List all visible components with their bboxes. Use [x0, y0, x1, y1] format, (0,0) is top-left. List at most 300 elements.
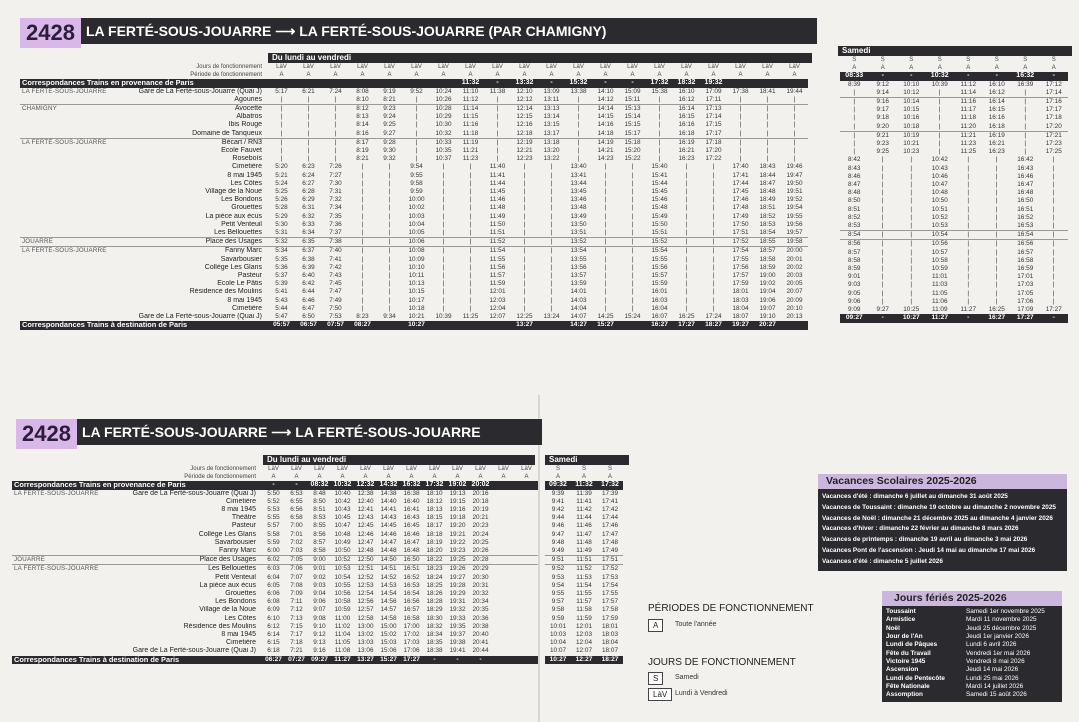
- time-cell: 8:57: [848, 248, 861, 256]
- time-cell: 5:28: [275, 204, 288, 212]
- time-cell: 17:17: [705, 129, 722, 137]
- time-cell: |: [496, 129, 499, 137]
- time-cell: 10:12: [903, 88, 920, 96]
- time-cell: 14:58: [380, 614, 397, 622]
- time-cell: |: [523, 229, 526, 237]
- stop-row: [20, 172, 808, 180]
- time-cell: |: [469, 188, 472, 196]
- time-cell: 6:06: [267, 590, 280, 598]
- time-cell: |: [897, 240, 926, 249]
- stop-name: 8 mai 1945: [221, 631, 256, 639]
- time-cell: [515, 556, 538, 565]
- stop-commune: [20, 147, 130, 155]
- time-cell: |: [995, 222, 998, 230]
- time-cell: A: [684, 72, 689, 79]
- time-cell: 16:18: [988, 122, 1005, 130]
- time-cell: |: [673, 247, 700, 256]
- time-cell: |: [793, 155, 796, 163]
- time-cell: 19:37: [449, 631, 466, 639]
- time-cell: [781, 321, 808, 329]
- time-cell: |: [631, 280, 634, 288]
- time-cell: 18:34: [426, 631, 443, 639]
- time-cell: [430, 79, 457, 87]
- time-cell: 19:41: [449, 647, 466, 655]
- feries-row: [886, 675, 1058, 683]
- time-cell: 11:32: [571, 481, 597, 489]
- time-cell: 19:20: [449, 522, 466, 530]
- time-cell: 9:20: [876, 122, 889, 130]
- time-cell: [492, 623, 515, 631]
- stop-commune: [20, 172, 130, 180]
- stop-name: Gare de La Ferté-sous-Jouarre (Quai J): [138, 87, 262, 95]
- time-cell: 15:50: [651, 220, 668, 228]
- time-cell: 11:16: [954, 98, 983, 107]
- time-cell: 12:01: [489, 288, 506, 296]
- feries-name: Victoire 1945: [886, 658, 926, 666]
- time-cell: 15:09: [624, 87, 641, 95]
- time-cell: 13:59: [570, 280, 587, 288]
- time-cell: |: [910, 189, 913, 197]
- time-cell: 8:58: [313, 547, 326, 555]
- time-cell: 9:25: [383, 121, 396, 129]
- stop-row: [12, 639, 538, 647]
- time-cell: 20:09: [786, 296, 803, 304]
- stop-commune: [20, 113, 130, 121]
- time-cell: |: [967, 164, 970, 172]
- stop-row: [12, 531, 538, 539]
- time-cell: 18:15: [426, 514, 443, 522]
- time-cell: |: [442, 171, 445, 179]
- time-cell: LàV: [681, 64, 692, 70]
- time-cell: |: [983, 231, 1012, 240]
- time-cell: |: [334, 121, 337, 129]
- time-cell: 9:27: [383, 129, 396, 137]
- stop-commune: [12, 547, 122, 556]
- time-cell: 15:49: [651, 212, 668, 220]
- time-cell: 16:03: [651, 296, 668, 304]
- time-cell: 17:23: [1045, 140, 1062, 148]
- stop-row: [20, 247, 808, 256]
- time-cell: LàV: [384, 64, 395, 70]
- stop-commune: [12, 531, 122, 539]
- time-cell: |: [550, 204, 553, 212]
- time-cell: |: [658, 95, 661, 103]
- time-cell: 17:11: [705, 95, 722, 103]
- time-cell: |: [523, 196, 526, 204]
- time-cell: 5:17: [275, 87, 288, 95]
- time-cell: 11:45: [489, 188, 506, 196]
- stop-commune: [12, 506, 122, 514]
- corr-out-row-commune: Correspondances Trains à destination de Paris: [12, 656, 262, 664]
- time-cell: 13:20: [543, 147, 560, 155]
- time-cell: A: [607, 474, 612, 481]
- time-cell: 18:54: [759, 229, 776, 237]
- time-cell: |: [938, 88, 941, 96]
- time-cell: |: [280, 147, 283, 155]
- corr-out-row: [12, 656, 538, 664]
- time-cell: 17:32: [646, 79, 673, 87]
- time-cell: 19:25: [446, 556, 469, 565]
- time-cell: |: [1052, 189, 1055, 197]
- time-cell: |: [853, 106, 856, 114]
- time-cell: 16:14: [983, 98, 1012, 107]
- stop-row: [12, 490, 538, 498]
- time-cell: 7:00: [290, 522, 303, 530]
- time-cell: |: [523, 212, 526, 220]
- time-cell: 11:20: [960, 122, 977, 130]
- time-cell: |: [1052, 213, 1055, 221]
- stop-name: Cimetière: [232, 304, 262, 312]
- time-cell: 10:43: [334, 506, 351, 514]
- time-cell: |: [604, 179, 607, 187]
- time-cell: 13:45: [570, 188, 587, 196]
- time-cell: 12:07: [576, 647, 592, 655]
- stop-commune: [12, 522, 122, 530]
- time-cell: 20:07: [786, 288, 803, 296]
- time-cell: 9:06: [313, 598, 326, 606]
- time-cell: 11:44: [489, 179, 506, 187]
- time-cell: |: [550, 179, 553, 187]
- time-cell: 7:11: [290, 598, 303, 606]
- time-cell: 9:52: [410, 87, 423, 95]
- time-cell: |: [910, 213, 913, 221]
- time-cell: [515, 574, 538, 582]
- time-cell: 19:33: [449, 614, 466, 622]
- time-cell: |: [523, 255, 526, 263]
- time-cell: 11:47: [576, 530, 592, 538]
- time-cell: [515, 522, 538, 530]
- time-cell: 7:18: [290, 639, 303, 647]
- time-cell: [492, 547, 515, 556]
- time-cell: 19:06: [759, 296, 776, 304]
- time-cell: 20:21: [472, 514, 489, 522]
- time-cell: 17:42: [602, 506, 618, 514]
- vacances-line: Vacances de Noël : dimanche 21 décembre 2025 au dimanche 4 janvier 2026: [822, 514, 1053, 522]
- time-cell: 19:35: [449, 622, 466, 630]
- time-cell: 14:54: [380, 590, 397, 598]
- time-cell: |: [550, 229, 553, 237]
- time-cell: 6:21: [302, 87, 315, 95]
- time-cell: LàV: [475, 466, 486, 472]
- time-cell: |: [881, 205, 884, 213]
- stop-row: [12, 615, 538, 623]
- stop-row: [20, 238, 808, 247]
- time-cell: |: [995, 156, 998, 164]
- time-cell: 18:44: [759, 171, 776, 179]
- time-cell: |: [881, 197, 884, 205]
- time-cell: 9:07: [313, 606, 326, 614]
- time-cell: |: [739, 113, 742, 121]
- sa-stop-row: [545, 498, 623, 506]
- sa-stop-row: [840, 173, 1068, 181]
- time-cell: |: [496, 113, 499, 121]
- time-cell: 6:46: [302, 296, 315, 304]
- stop-row: [20, 264, 808, 272]
- time-cell: 11:27: [926, 314, 955, 322]
- sa-stop-row: [840, 148, 1068, 156]
- stop-row: [20, 313, 808, 321]
- stop-commune: [20, 155, 130, 163]
- time-cell: 17:18: [1045, 114, 1062, 122]
- time-cell: 9:10: [313, 622, 326, 630]
- time-cell: S: [1051, 57, 1056, 63]
- time-cell: 13:41: [570, 171, 587, 179]
- day-text-s: Samedi: [675, 674, 699, 681]
- time-cell: 10:04: [550, 639, 566, 647]
- time-cell: |: [307, 113, 310, 121]
- sa-stop-row: [840, 181, 1068, 189]
- time-cell: |: [442, 212, 445, 220]
- time-cell: 6:37: [295, 247, 322, 256]
- time-cell: A: [522, 72, 527, 79]
- time-cell: A: [409, 474, 414, 481]
- time-cell: |: [523, 296, 526, 304]
- time-cell: |: [442, 220, 445, 228]
- time-cell: 18:18: [426, 530, 443, 538]
- time-cell: |: [442, 296, 445, 304]
- stop-commune: JOUARRE: [12, 556, 122, 565]
- time-cell: |: [268, 105, 295, 114]
- time-cell: 15:17: [624, 129, 641, 137]
- time-cell: 16:21: [988, 140, 1005, 148]
- time-cell: |: [853, 148, 856, 156]
- time-cell: |: [415, 129, 418, 137]
- time-cell: 9:57: [551, 598, 565, 606]
- stop-name: La pièce aux écus: [199, 581, 256, 589]
- time-cell: |: [550, 304, 553, 312]
- time-cell: |: [1052, 281, 1055, 289]
- time-cell: 19:32: [449, 606, 466, 614]
- stop-row: [20, 105, 808, 114]
- time-cell: 17:48: [732, 204, 749, 212]
- feries-name: Ascension: [886, 666, 919, 674]
- time-cell: A: [711, 72, 716, 79]
- time-cell: -: [423, 656, 446, 664]
- time-cell: 17:05: [1017, 289, 1034, 297]
- time-cell: 10:25: [903, 306, 920, 314]
- time-cell: 16:19: [673, 138, 700, 147]
- vacances-line: Vacances d'été : dimanche 6 juillet au dimanche 31 août 2025: [822, 493, 1008, 500]
- time-cell: 16:46: [403, 530, 420, 538]
- time-cell: 8:56: [313, 530, 326, 538]
- time-cell: LàV: [521, 466, 532, 472]
- sa-stop-row: [545, 598, 623, 606]
- time-cell: |: [712, 272, 715, 280]
- time-cell: A: [880, 65, 885, 72]
- time-cell: 17:46: [602, 522, 618, 530]
- stop-commune: LA FERTÉ-SOUS-JOUARRE: [20, 138, 130, 147]
- time-cell: 9:13: [313, 639, 326, 647]
- sa-corr-out-row: [545, 656, 623, 664]
- time-cell: 12:04: [489, 304, 506, 312]
- time-cell: |: [631, 171, 634, 179]
- time-cell: 12:50: [354, 556, 377, 565]
- time-cell: 10:42: [334, 497, 351, 505]
- time-cell: 16:16: [988, 114, 1005, 122]
- time-cell: 10:52: [931, 213, 948, 221]
- time-cell: |: [910, 265, 913, 273]
- time-cell: 11:06: [931, 297, 948, 305]
- time-cell: 14:21: [597, 147, 614, 155]
- time-cell: |: [712, 288, 715, 296]
- time-cell: 20:00: [781, 247, 808, 256]
- time-cell: |: [538, 238, 565, 247]
- stop-commune: [20, 196, 130, 204]
- time-cell: |: [577, 129, 580, 137]
- time-cell: 18:13: [426, 506, 443, 514]
- time-cell: |: [604, 171, 607, 179]
- time-cell: |: [739, 129, 742, 137]
- time-cell: |: [658, 129, 661, 137]
- time-cell: 8:47: [848, 181, 861, 189]
- time-cell: 11:57: [576, 598, 592, 606]
- time-cell: 14:50: [377, 556, 400, 565]
- time-cell: 17:32: [597, 481, 623, 489]
- time-cell: |: [592, 238, 619, 247]
- stop-row: [20, 196, 808, 204]
- time-cell: 7:30: [329, 179, 342, 187]
- time-cell: |: [685, 163, 688, 171]
- time-cell: 12:10: [516, 87, 533, 95]
- time-cell: 17:57: [602, 598, 618, 606]
- time-cell: |: [853, 122, 856, 130]
- time-cell: 17:18: [700, 138, 727, 147]
- stop-commune: [20, 96, 130, 105]
- time-cell: |: [550, 188, 553, 196]
- time-cell: 15:02: [380, 631, 397, 639]
- time-cell: 16:46: [1017, 172, 1034, 180]
- time-cell: 9:18: [876, 114, 889, 122]
- time-cell: [515, 639, 538, 647]
- feries-row: [886, 616, 1058, 624]
- time-cell: 16:52: [403, 573, 420, 581]
- time-cell: [538, 321, 565, 329]
- time-cell: |: [754, 105, 781, 114]
- time-cell: LàV: [330, 64, 341, 70]
- time-cell: 17:17: [1045, 106, 1062, 114]
- time-cell: 14:03: [570, 296, 587, 304]
- time-cell: S: [880, 57, 885, 63]
- stop-row: [20, 88, 808, 96]
- time-cell: 10:47: [334, 522, 351, 530]
- time-cell: |: [995, 281, 998, 289]
- time-cell: 8:19: [356, 147, 369, 155]
- time-cell: |: [685, 296, 688, 304]
- time-cell: 11:18: [960, 114, 977, 122]
- time-cell: A: [501, 474, 506, 481]
- time-cell: 12:45: [357, 522, 374, 530]
- time-cell: 6:02: [262, 556, 285, 565]
- time-cell: 17:56: [732, 263, 749, 271]
- time-cell: 8:48: [848, 189, 861, 197]
- time-cell: 16:43: [403, 514, 420, 522]
- time-cell: 11:23: [462, 155, 479, 163]
- time-cell: [295, 79, 322, 87]
- time-cell: 11:59: [576, 614, 592, 622]
- time-cell: 13:14: [543, 113, 560, 121]
- time-cell: 17:52: [597, 565, 623, 574]
- sa-stop-row: [545, 582, 623, 590]
- time-cell: 10:28: [430, 105, 457, 114]
- feries-name: Noël: [886, 624, 900, 632]
- time-cell: 11:08: [334, 647, 351, 655]
- time-cell: |: [631, 304, 634, 312]
- time-cell: |: [712, 212, 715, 220]
- time-cell: 8:51: [848, 205, 861, 213]
- time-cell: 19:18: [449, 514, 466, 522]
- sa-stop-row: [545, 531, 623, 539]
- time-cell: -: [954, 72, 983, 80]
- stop-name: Pasteur: [231, 522, 256, 530]
- time-cell: |: [631, 272, 634, 280]
- time-cell: 19:07: [759, 304, 776, 312]
- time-cell: 11:03: [931, 281, 948, 289]
- stop-row: [12, 574, 538, 582]
- time-cell: 20:13: [786, 313, 803, 321]
- time-cell: 14:56: [380, 598, 397, 606]
- time-cell: -: [285, 481, 308, 489]
- time-cell: |: [646, 105, 673, 114]
- time-cell: 13:03: [357, 639, 374, 647]
- time-cell: 10:37: [435, 155, 452, 163]
- time-cell: |: [631, 179, 634, 187]
- time-cell: A: [852, 65, 857, 72]
- time-cell: |: [604, 212, 607, 220]
- time-cell: 6:33: [302, 220, 315, 228]
- time-cell: 18:22: [423, 556, 446, 565]
- stop-row: [20, 163, 808, 171]
- time-cell: |: [967, 248, 970, 256]
- time-cell: |: [881, 297, 884, 305]
- time-cell: [515, 506, 538, 514]
- time-cell: |: [793, 113, 796, 121]
- time-cell: 19:38: [449, 639, 466, 647]
- time-cell: 17:38: [732, 87, 749, 95]
- time-cell: 8:56: [840, 240, 869, 249]
- time-cell: 16:58: [403, 614, 420, 622]
- time-cell: |: [430, 238, 457, 247]
- time-cell: 19:46: [786, 163, 803, 171]
- time-cell: |: [604, 220, 607, 228]
- time-cell: 13:06: [357, 647, 374, 655]
- time-cell: 11:48: [576, 538, 592, 546]
- time-cell: 11:14: [457, 105, 484, 114]
- time-cell: 8:48: [313, 489, 326, 497]
- time-cell: |: [1040, 231, 1069, 240]
- time-cell: |: [442, 163, 445, 171]
- time-cell: 17:49: [602, 547, 618, 555]
- time-cell: 13:27: [354, 656, 377, 664]
- time-cell: 13:02: [357, 631, 374, 639]
- time-cell: 20:16: [472, 489, 489, 497]
- time-cell: 13:54: [565, 247, 592, 256]
- stop-commune: [12, 514, 122, 522]
- time-cell: 9:54: [551, 581, 565, 589]
- time-cell: 10:14: [897, 98, 926, 107]
- stop-commune: [20, 288, 130, 296]
- time-cell: 9:24: [383, 113, 396, 121]
- time-cell: |: [727, 138, 754, 147]
- time-cell: 18:07: [732, 313, 749, 321]
- time-cell: 6:05: [267, 581, 280, 589]
- time-cell: |: [954, 240, 983, 249]
- time-cell: |: [938, 106, 941, 114]
- time-cell: 16:45: [403, 522, 420, 530]
- stop-row: [12, 514, 538, 522]
- time-cell: |: [739, 147, 742, 155]
- time-cell: 15:56: [651, 263, 668, 271]
- time-cell: |: [967, 273, 970, 281]
